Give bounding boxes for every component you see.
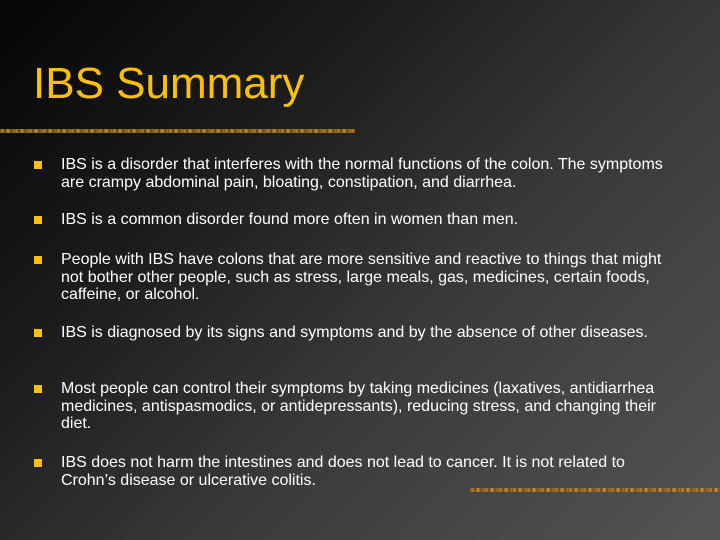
bullet-marker-icon (34, 459, 42, 467)
bullet-marker-icon (34, 161, 42, 169)
bottom-divider (470, 488, 720, 492)
title-underline-divider (0, 129, 355, 133)
bullet-text: IBS is a disorder that interferes with the normal functions of the colon. The symptoms are crampy abdominal pain, bloating, constipation, and diarrhea. (61, 156, 663, 191)
bullet-item (34, 156, 674, 191)
bullet-item (34, 454, 674, 489)
bullet-item (34, 211, 518, 229)
slide-title: IBS Summary (33, 59, 305, 108)
bullet-marker-icon (34, 329, 42, 337)
bullet-text: IBS does not harm the intestines and does not lead to cancer. It is not related to Crohn’s disease or ulcerative colitis. (61, 454, 625, 489)
bullet-marker-icon (34, 385, 42, 393)
bullet-text: IBS is a common disorder found more often in women than men. (61, 211, 519, 228)
bullet-text: People with IBS have colons that are more sensitive and reactive to things that might not bother other people, such as stress, large meals, gas, medicines, certain foods, caffeine, or alcohol. (61, 251, 662, 303)
bullet-marker-icon (34, 256, 42, 264)
bullet-marker-icon (34, 216, 42, 224)
bullet-item (34, 380, 674, 433)
bullet-item (34, 251, 674, 304)
bullet-text: IBS is diagnosed by its signs and symptoms and by the absence of other diseases. (61, 324, 648, 341)
bullet-text: Most people can control their symptoms by taking medicines (laxatives, antidiarrhea medicines, antispasmodics, or antidepressants), reducing stress, and changing their diet. (61, 380, 656, 432)
bullet-item (34, 324, 648, 342)
